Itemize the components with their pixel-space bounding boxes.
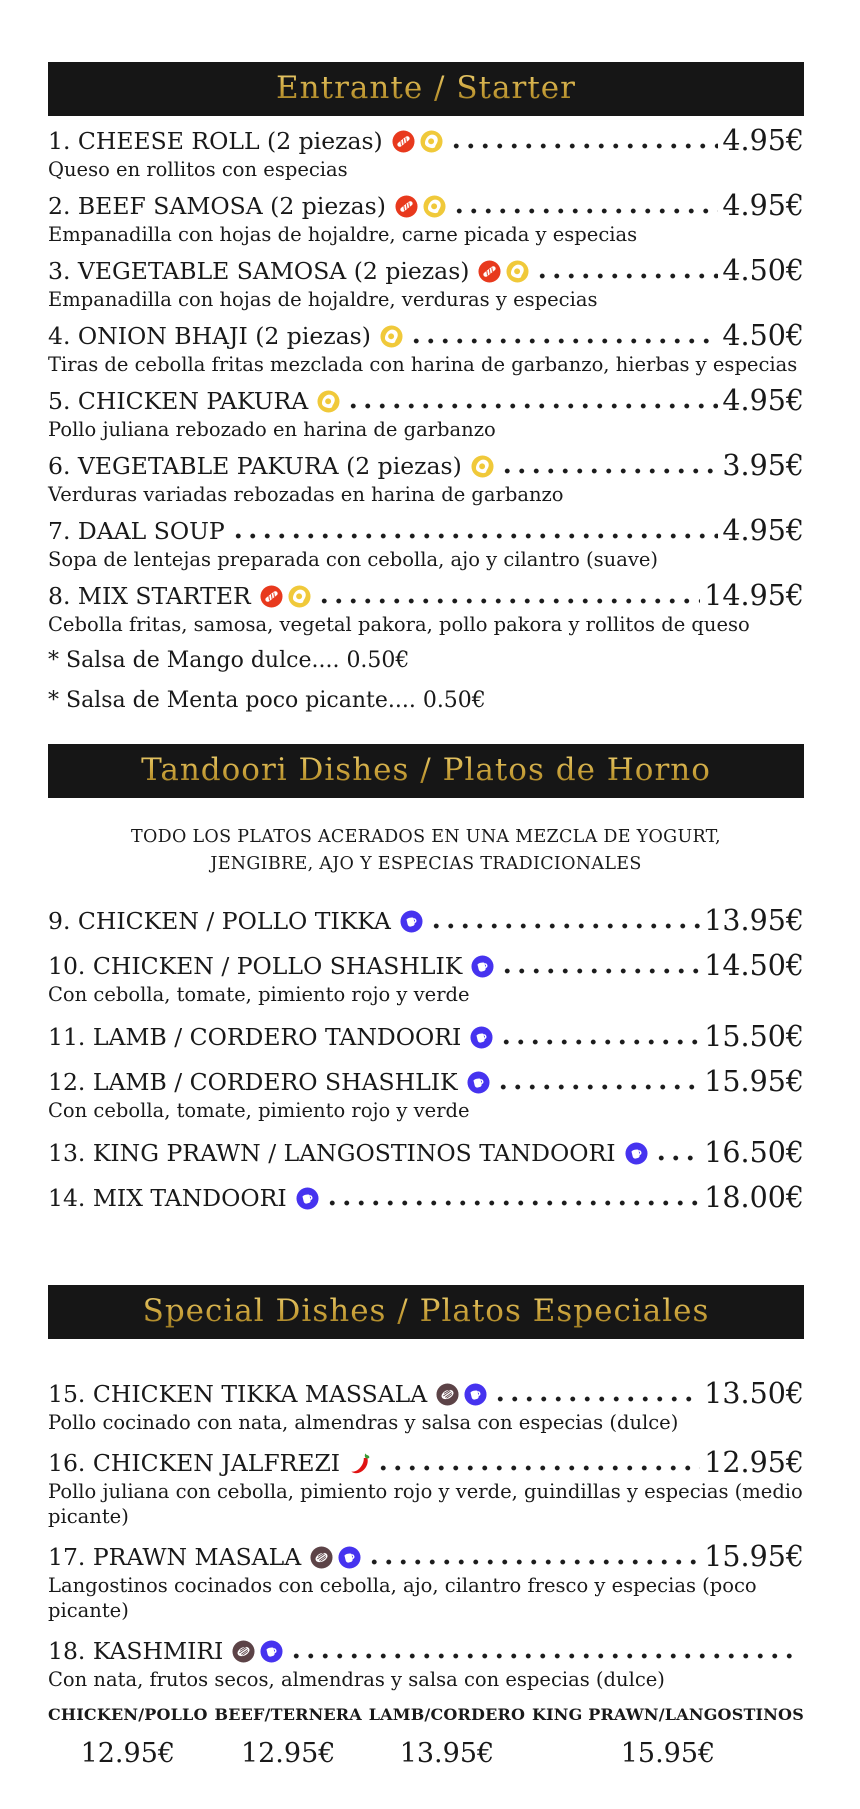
menu-item-line <box>48 1183 804 1213</box>
section-items <box>48 1379 804 1692</box>
section-title: Special Dishes / Platos Especiales <box>142 1293 710 1329</box>
menu-item <box>48 1379 804 1435</box>
dish-title: 2. BEEF SAMOSA (2 piezas) <box>48 192 386 220</box>
dish-title: 9. CHICKEN / POLLO TIKKA <box>48 907 391 935</box>
menu-item-line <box>48 386 804 416</box>
dotted-leader <box>325 1200 701 1206</box>
section-note-line: JENGIBRE, AJO Y ESPECIAS TRADICIONALES <box>210 854 642 874</box>
dish-title: 1. CHEESE ROLL (2 piezas) <box>48 127 383 155</box>
spicy-icon <box>260 585 283 608</box>
variant-label: KING PRAWN/LANGOSTINOS <box>531 1705 804 1724</box>
menu-item-line <box>48 126 804 156</box>
dish-description: Pollo cocinado con nata, almendras y salsa con especias (dulce) <box>48 1411 679 1434</box>
dish-description: Queso en rollitos con especias <box>48 158 348 181</box>
menu-item-line <box>48 1138 804 1168</box>
section-title: Tandoori Dishes / Platos de Horno <box>141 752 711 788</box>
dairy-icon <box>400 910 423 933</box>
dotted-leader <box>346 403 718 409</box>
menu-item-line <box>48 906 804 936</box>
dish-description: Verduras variadas rebozadas en harina de garbanzo <box>48 483 564 506</box>
allergen-icons <box>467 1071 490 1094</box>
menu-item-line <box>48 1636 804 1666</box>
nuts-icon <box>310 1546 333 1569</box>
dish-price: 15.50€ <box>704 1020 804 1053</box>
extra-sauce-line: * Salsa de Menta poco picante.... 0.50€ <box>48 688 486 713</box>
dotted-leader <box>654 1155 701 1161</box>
allergen-icons <box>392 130 443 153</box>
dotted-leader <box>500 968 700 974</box>
spicy-icon <box>395 195 418 218</box>
variant-price: 12.95€ <box>240 1738 336 1769</box>
menu-item <box>48 1542 804 1623</box>
dotted-leader <box>376 1465 700 1471</box>
dish-title: 11. LAMB / CORDERO TANDOORI <box>48 1023 462 1051</box>
menu-item <box>48 581 804 637</box>
variant-label: BEEF/TERNERA <box>214 1705 362 1724</box>
dish-description: Con cebolla, tomate, pimiento rojo y verde <box>48 1099 470 1122</box>
dish-price: 4.95€ <box>722 384 804 417</box>
dotted-leader <box>496 1084 701 1090</box>
dish-title: 3. VEGETABLE SAMOSA (2 piezas) <box>48 257 470 285</box>
dish-title: 13. KING PRAWN / LANGOSTINOS TANDOORI <box>48 1139 616 1167</box>
menu-item-line <box>48 1067 804 1097</box>
section-items <box>48 126 804 637</box>
egg-icon <box>471 455 494 478</box>
allergen-icons <box>471 955 494 978</box>
section-title: Entrante / Starter <box>276 70 576 106</box>
section-header-bar <box>48 62 804 116</box>
variant-price: 13.95€ <box>399 1738 495 1769</box>
dairy-icon <box>260 1640 283 1663</box>
variant-column <box>48 1705 208 1771</box>
dish-title: 14. MIX TANDOORI <box>48 1184 287 1212</box>
allergen-icons <box>478 260 529 283</box>
dotted-leader <box>493 1396 700 1402</box>
dish-title: 18. KASHMIRI <box>48 1637 224 1665</box>
dish-title: 16. CHICKEN JALFREZI <box>48 1449 341 1477</box>
allergen-icons <box>400 910 423 933</box>
extra-sauce-line: * Salsa de Mango dulce.... 0.50€ <box>48 648 410 673</box>
allergen-icons <box>260 585 311 608</box>
dotted-leader <box>429 923 700 929</box>
menu-section <box>48 1285 804 1771</box>
menu-item <box>48 906 804 936</box>
section-header-bar <box>48 744 804 798</box>
allergen-icons <box>436 1383 487 1406</box>
variant-label: CHICKEN/POLLO <box>48 1705 208 1724</box>
dotted-leader <box>500 468 719 474</box>
menu-section <box>48 62 804 716</box>
dotted-leader <box>231 533 719 539</box>
dish-price: 15.95€ <box>704 1540 804 1573</box>
dish-price: 3.95€ <box>722 449 804 482</box>
allergen-icons <box>232 1640 283 1663</box>
nuts-icon <box>232 1640 255 1663</box>
variant-label: LAMB/CORDERO <box>368 1705 526 1724</box>
dish-description: Cebolla fritas, samosa, vegetal pakora, pollo pakora y rollitos de queso <box>48 613 750 636</box>
dish-title: 10. CHICKEN / POLLO SHASHLIK <box>48 952 463 980</box>
menu-section <box>48 744 804 1213</box>
chili-icon <box>349 1451 370 1476</box>
dish-price: 15.95€ <box>704 1065 804 1098</box>
dish-price: 12.95€ <box>704 1446 804 1479</box>
menu-item <box>48 951 804 1007</box>
dish-description: Tiras de cebolla fritas mezclada con harina de garbanzo, hierbas y especias <box>48 353 798 376</box>
dish-description: Pollo juliana rebozado en harina de garbanzo <box>48 418 496 441</box>
dairy-icon <box>464 1383 487 1406</box>
menu-item <box>48 1183 804 1213</box>
dairy-icon <box>470 1026 493 1049</box>
section-note <box>48 824 804 878</box>
menu-item-line <box>48 1022 804 1052</box>
menu-item-line <box>48 516 804 546</box>
dish-title: 5. CHICKEN PAKURA <box>48 387 309 415</box>
menu-item-line <box>48 256 804 286</box>
dish-price: 13.50€ <box>704 1377 804 1410</box>
variant-price-table <box>48 1705 804 1771</box>
dish-description: Con cebolla, tomate, pimiento rojo y verde <box>48 983 470 1006</box>
dairy-icon <box>625 1142 648 1165</box>
menu-item <box>48 451 804 507</box>
menu-item-line <box>48 321 804 351</box>
dish-price: 18.00€ <box>704 1181 804 1214</box>
allergen-icons <box>296 1187 319 1210</box>
spicy-icon <box>392 130 415 153</box>
menu-item <box>48 386 804 442</box>
dish-price: 4.95€ <box>722 514 804 547</box>
nuts-icon <box>436 1383 459 1406</box>
dotted-leader <box>499 1039 700 1045</box>
menu-item <box>48 126 804 182</box>
egg-icon <box>423 195 446 218</box>
variant-column <box>369 1705 525 1771</box>
menu-item <box>48 321 804 377</box>
variant-column <box>214 1705 361 1771</box>
menu-item <box>48 1138 804 1168</box>
menu-item <box>48 256 804 312</box>
dish-price: 4.50€ <box>722 319 804 352</box>
dish-description: Empanadilla con hojas de hojaldre, carne picada y especias <box>48 223 638 246</box>
menu-item <box>48 1448 804 1529</box>
dish-description: Langostinos cocinados con cebolla, ajo, cilantro fresco y especias (poco picante) <box>48 1574 757 1622</box>
egg-icon <box>420 130 443 153</box>
dotted-leader <box>317 598 701 604</box>
egg-icon <box>380 325 403 348</box>
dairy-icon <box>296 1187 319 1210</box>
dish-description: Con nata, frutos secos, almendras y salsa con especias (dulce) <box>48 1668 665 1691</box>
dish-title: 4. ONION BHAJI (2 piezas) <box>48 322 371 350</box>
dish-description: Pollo juliana con cebolla, pimiento rojo y verde, guindillas y especias (medio picante) <box>48 1480 803 1528</box>
menu-item <box>48 1636 804 1692</box>
allergen-icons <box>349 1451 370 1476</box>
dish-price: 16.50€ <box>704 1136 804 1169</box>
dish-title: 7. DAAL SOUP <box>48 517 225 545</box>
dish-title: 6. VEGETABLE PAKURA (2 piezas) <box>48 452 462 480</box>
menu-item-line <box>48 1542 804 1572</box>
egg-icon <box>506 260 529 283</box>
dish-price: 14.95€ <box>704 579 804 612</box>
dish-price: 4.50€ <box>722 254 804 287</box>
variant-column <box>532 1705 804 1771</box>
dotted-leader <box>449 143 719 149</box>
dairy-icon <box>338 1546 361 1569</box>
dairy-icon <box>471 955 494 978</box>
dish-price: 14.50€ <box>704 949 804 982</box>
menu-item <box>48 1022 804 1052</box>
allergen-icons <box>471 455 494 478</box>
dotted-leader <box>409 338 719 344</box>
menu-item-line <box>48 581 804 611</box>
dish-description: Sopa de lentejas preparada con cebolla, ajo y cilantro (suave) <box>48 548 658 571</box>
section-header-bar <box>48 1285 804 1339</box>
extras-list <box>48 646 804 716</box>
variant-price: 15.95€ <box>620 1738 716 1769</box>
dotted-leader <box>535 273 718 279</box>
dairy-icon <box>467 1071 490 1094</box>
allergen-icons <box>470 1026 493 1049</box>
dish-description: Empanadilla con hojas de hojaldre, verduras y especias <box>48 288 598 311</box>
section-items <box>48 906 804 1213</box>
allergen-icons <box>395 195 446 218</box>
egg-icon <box>288 585 311 608</box>
spicy-icon <box>478 260 501 283</box>
variant-price: 12.95€ <box>80 1738 176 1769</box>
dotted-leader <box>452 208 719 214</box>
dish-price: 13.95€ <box>704 904 804 937</box>
menu-item <box>48 516 804 572</box>
dish-title: 15. CHICKEN TIKKA MASSALA <box>48 1380 428 1408</box>
menu-item <box>48 1067 804 1123</box>
menu-item <box>48 191 804 247</box>
menu-item-line <box>48 451 804 481</box>
egg-icon <box>317 390 340 413</box>
dish-title: 12. LAMB / CORDERO SHASHLIK <box>48 1068 458 1096</box>
menu-item-line <box>48 191 804 221</box>
dotted-leader <box>289 1653 800 1659</box>
allergen-icons <box>317 390 340 413</box>
allergen-icons <box>380 325 403 348</box>
dish-title: 8. MIX STARTER <box>48 582 251 610</box>
menu-item-line <box>48 951 804 981</box>
dish-price: 4.95€ <box>722 189 804 222</box>
menu-item-line <box>48 1448 804 1478</box>
allergen-icons <box>310 1546 361 1569</box>
dotted-leader <box>367 1559 700 1565</box>
menu-item-line <box>48 1379 804 1409</box>
dish-title: 17. PRAWN MASALA <box>48 1543 302 1571</box>
dish-price: 4.95€ <box>722 124 804 157</box>
section-note-line: TODO LOS PLATOS ACERADOS EN UNA MEZCLA DE YOGURT, <box>131 827 721 847</box>
allergen-icons <box>625 1142 648 1165</box>
